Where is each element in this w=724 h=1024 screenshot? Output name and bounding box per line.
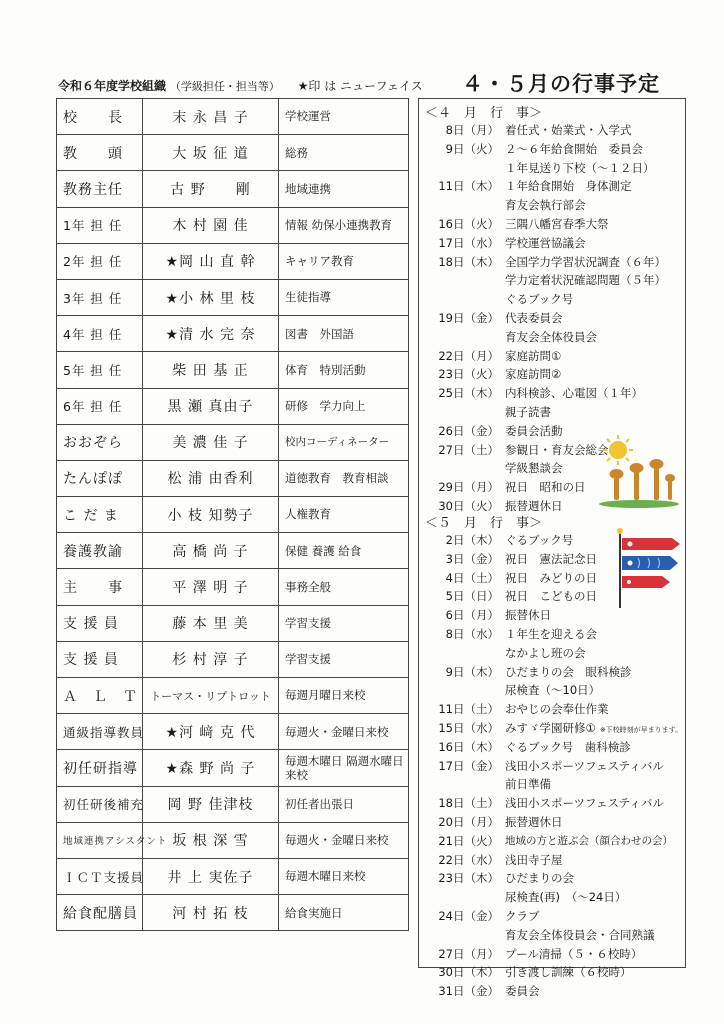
event-date [419, 888, 505, 907]
staff-table [56, 98, 409, 931]
event-text [505, 757, 687, 776]
event-date [419, 459, 505, 478]
staff-duty: 毎週月曜日来校 [279, 678, 409, 714]
event-date: 30日（火） [438, 498, 499, 513]
event-date: 22日（水） [438, 852, 499, 867]
event-date [419, 196, 505, 215]
mushroom-icon [610, 459, 676, 500]
event-date: 25日（木） [438, 386, 499, 401]
staff-duty: キャリア教育 [279, 243, 409, 279]
staff-row [57, 786, 409, 822]
event-date: 5日（日） [445, 589, 499, 604]
event-row [419, 290, 687, 309]
staff-duty: 道徳教育 教育相談 [279, 460, 409, 496]
event-label: 学力定着状況確認問題（５年） [505, 273, 666, 288]
event-text [505, 681, 687, 700]
staff-row [57, 171, 409, 207]
event-row [419, 719, 687, 738]
staff-table-body [57, 99, 409, 931]
staff-name: トーマス・リプトロット [143, 678, 279, 714]
staff-duty: 校内コーディネーター [279, 424, 409, 460]
event-text [505, 963, 687, 982]
event-row [419, 644, 687, 663]
staff-role: 初任研後補充 [57, 786, 143, 822]
event-label: 尿検査(再) （～24日） [505, 890, 627, 905]
event-label: 浅田小スポーツフェスティバル [505, 758, 664, 773]
event-text [505, 177, 687, 196]
event-text [505, 606, 687, 625]
event-text [505, 271, 687, 290]
event-text [505, 328, 687, 347]
koi-small-icon [622, 576, 670, 588]
event-label: 内科検診、心電図（１年） [505, 386, 643, 401]
staff-duty: 事務全般 [279, 569, 409, 605]
event-date [419, 159, 505, 178]
event-label: ひだまりの会 [505, 871, 574, 886]
event-row [419, 832, 687, 851]
staff-name: 古 野 剛 [143, 171, 279, 207]
staff-duty: 情報 幼保小連携教育 [279, 207, 409, 243]
event-date: 3日（金） [445, 551, 499, 566]
event-label: クラブ [505, 908, 540, 923]
staff-name: 藤 本 里 美 [143, 605, 279, 641]
event-row [419, 681, 687, 700]
staff-role: 主 事 [57, 569, 143, 605]
event-row [419, 700, 687, 719]
staff-row [57, 641, 409, 677]
event-row [419, 794, 687, 813]
event-text [505, 403, 687, 422]
staff-name: ★河 﨑 克 代 [143, 714, 279, 750]
org-title: 令和６年度学校組織 [58, 79, 167, 93]
staff-role: 教 頭 [57, 135, 143, 171]
event-label: 振替週休日 [505, 498, 563, 513]
staff-name: 岡 野 佳津枝 [143, 786, 279, 822]
staff-row [57, 207, 409, 243]
event-text [505, 121, 687, 140]
org-header [58, 77, 423, 94]
event-text [505, 196, 687, 215]
event-label: 浅田寺子屋 [505, 852, 563, 867]
event-row [419, 403, 687, 422]
event-label: 家庭訪問① [505, 348, 562, 363]
event-date: 26日（金） [438, 423, 499, 438]
event-label: 参観日・育友会総会 [505, 442, 609, 457]
event-text [505, 888, 687, 907]
org-note: （学級担任・担当等） [169, 80, 280, 93]
event-label: 前日準備 [505, 777, 551, 792]
staff-row [57, 569, 409, 605]
event-text [505, 253, 687, 272]
event-label: 委員会 [505, 984, 540, 999]
event-text [505, 309, 687, 328]
event-label: 親子読書 [505, 404, 551, 419]
event-label: ぐるブック号 [505, 533, 574, 547]
staff-role: 教務主任 [57, 171, 143, 207]
event-text [505, 775, 687, 794]
staff-row [57, 497, 409, 533]
event-label: なかよし班の会 [505, 645, 586, 660]
staff-name: 黒 瀬 真由子 [143, 388, 279, 424]
event-label: 振替週休日 [505, 814, 563, 829]
staff-name: 高 橋 尚 子 [143, 533, 279, 569]
event-date: 27日（月） [438, 946, 499, 961]
staff-role: 給食配膳員 [57, 895, 143, 931]
staff-row [57, 135, 409, 171]
event-text [505, 945, 687, 964]
staff-name: 井 上 実佐子 [143, 858, 279, 894]
event-label: 三隅八幡宮春季大祭 [505, 216, 609, 231]
staff-duty: 毎週木曜日 隔週水曜日来校 [279, 750, 409, 786]
staff-role: 2年 担 任 [57, 243, 143, 279]
staff-row [57, 316, 409, 352]
event-date: 29日（月） [438, 480, 499, 495]
staff-duty: 図書 外国語 [279, 316, 409, 352]
event-date: 24日（金） [438, 908, 499, 923]
staff-role: 通級指導教員 [57, 714, 143, 750]
event-label: １年生を迎える会 [505, 626, 597, 641]
event-date: 23日（火） [438, 367, 499, 382]
koi-blue-icon [622, 556, 678, 570]
staff-row [57, 822, 409, 858]
event-row [419, 253, 687, 272]
event-row [419, 851, 687, 870]
event-label: 委員会活動 [505, 423, 563, 438]
staff-role: こ だ ま [57, 497, 143, 533]
event-row [419, 159, 687, 178]
event-label: ぐるブック号 [505, 292, 574, 307]
event-label: 浅田小スポーツフェスティバル [505, 796, 664, 811]
staff-duty: 初任者出張日 [279, 786, 409, 822]
staff-role: おおぞら [57, 424, 143, 460]
event-row [419, 982, 687, 1001]
event-row [419, 271, 687, 290]
staff-name: 美 濃 佳 子 [143, 424, 279, 460]
event-row [419, 625, 687, 644]
event-row [419, 775, 687, 794]
event-date [419, 271, 505, 290]
event-label: 全国学力学習状況調査（６年） [505, 254, 666, 269]
event-row [419, 384, 687, 403]
event-row [419, 121, 687, 140]
event-label: １年見送り下校（～１２日） [505, 160, 655, 175]
staff-role: 地域連携アシスタント [57, 822, 143, 858]
staff-duty: 地域連携 [279, 171, 409, 207]
event-label: 育友会全体役員会・合同熟議 [505, 927, 655, 942]
event-text [505, 625, 687, 644]
event-text [505, 644, 687, 663]
staff-role: 支 援 員 [57, 641, 143, 677]
event-label: 振替休日 [505, 608, 551, 623]
event-row [419, 907, 687, 926]
staff-name: 大 坂 征 道 [143, 135, 279, 171]
event-date: 22日（月） [438, 348, 499, 363]
event-text [505, 365, 687, 384]
event-label: 育友会執行部会 [505, 198, 586, 213]
staff-row [57, 424, 409, 460]
may-title: ＜５ 月 行 事＞ [425, 516, 543, 531]
event-date: 31日（金） [438, 984, 499, 999]
staff-role: Ａ Ｌ Ｔ [57, 678, 143, 714]
staff-role: 5年 担 任 [57, 352, 143, 388]
event-label: ひだまりの会 眼科検診 [505, 664, 632, 679]
event-date: 9日（木） [445, 664, 499, 679]
staff-name: 杉 村 淳 子 [143, 641, 279, 677]
event-label: 祝日 昭和の日 [505, 480, 586, 495]
event-date: 30日（木） [438, 965, 499, 980]
event-row [419, 309, 687, 328]
staff-role: たんぽぽ [57, 460, 143, 496]
event-label: 祝日 みどりの日 [505, 570, 597, 585]
event-row [419, 738, 687, 757]
event-date: 17日（金） [438, 758, 499, 773]
event-date [419, 403, 505, 422]
staff-duty: 給食実施日 [279, 895, 409, 931]
event-row [419, 926, 687, 945]
event-note: ※下校時刻が早まります。 [599, 725, 683, 734]
event-label: 育友会全体役員会 [505, 329, 597, 344]
event-label: 地域の方と遊ぶ会（顔合わせの会） [505, 834, 673, 847]
staff-role: 初任研指導 [57, 750, 143, 786]
staff-duty: 体育 特別活動 [279, 352, 409, 388]
staff-row [57, 279, 409, 315]
event-text [505, 813, 687, 832]
staff-duty: 研修 学力向上 [279, 388, 409, 424]
event-date: 11日（木） [438, 179, 499, 194]
staff-row [57, 352, 409, 388]
event-label: プール清掃（５・６校時） [505, 946, 643, 961]
event-text [505, 347, 687, 366]
staff-name: 小 枝 知勢子 [143, 497, 279, 533]
staff-role: 校 長 [57, 99, 143, 135]
event-row [419, 215, 687, 234]
staff-row [57, 533, 409, 569]
april-title: ＜４ 月 行 事＞ [425, 106, 543, 121]
staff-duty: 毎週火・金曜日来校 [279, 822, 409, 858]
staff-row [57, 750, 409, 786]
event-date: 6日（月） [445, 608, 499, 623]
event-date [419, 681, 505, 700]
event-row [419, 140, 687, 159]
staff-row [57, 243, 409, 279]
event-date: 18日（土） [438, 796, 499, 811]
event-label: 祝日 憲法記念日 [505, 551, 597, 566]
event-text [505, 907, 687, 926]
staff-role: 養護教諭 [57, 533, 143, 569]
staff-role: 4年 担 任 [57, 316, 143, 352]
event-date: 23日（木） [438, 871, 499, 886]
event-date [419, 290, 505, 309]
staff-duty: 学習支援 [279, 641, 409, 677]
event-row [419, 347, 687, 366]
staff-row [57, 388, 409, 424]
staff-name: 末 永 昌 子 [143, 99, 279, 135]
star-note: ★印 は ニューフェイス [297, 79, 423, 93]
event-label: 尿検査（～10日） [505, 683, 601, 698]
event-text [505, 851, 687, 870]
event-text [505, 832, 687, 851]
staff-row [57, 858, 409, 894]
event-date: 19日（金） [438, 310, 499, 325]
staff-name: ★岡 山 直 幹 [143, 243, 279, 279]
staff-role: 3年 担 任 [57, 279, 143, 315]
event-date: 16日（木） [438, 739, 499, 754]
event-date: 16日（火） [438, 216, 499, 231]
staff-duty: 総務 [279, 135, 409, 171]
event-row [419, 328, 687, 347]
staff-duty: 学校運営 [279, 99, 409, 135]
staff-row [57, 895, 409, 931]
staff-role: 6年 担 任 [57, 388, 143, 424]
grass-icon [599, 500, 679, 508]
staff-name: 平 澤 明 子 [143, 569, 279, 605]
event-text [505, 215, 687, 234]
staff-name: 柴 田 基 正 [143, 352, 279, 388]
event-row [419, 963, 687, 982]
event-text [505, 140, 687, 159]
event-date [419, 328, 505, 347]
event-date: 11日（土） [438, 702, 499, 717]
event-date: 8日（月） [445, 123, 499, 137]
staff-duty: 毎週木曜日来校 [279, 858, 409, 894]
event-date: 17日（水） [438, 235, 499, 250]
staff-role: 1年 担 任 [57, 207, 143, 243]
event-label: おやじの会奉仕作業 [505, 702, 609, 717]
staff-row [57, 678, 409, 714]
event-text [505, 719, 687, 738]
staff-row [57, 605, 409, 641]
staff-row [57, 99, 409, 135]
event-label: 祝日 こどもの日 [505, 589, 597, 604]
event-text [505, 290, 687, 309]
staff-row [57, 460, 409, 496]
event-row [419, 663, 687, 682]
staff-name: 坂 根 深 雪 [143, 822, 279, 858]
event-date: 21日（火） [438, 833, 499, 848]
staff-duty: 毎週火・金曜日来校 [279, 714, 409, 750]
event-label: ぐるブック号 歯科検診 [505, 739, 631, 754]
event-text [505, 663, 687, 682]
event-row [419, 869, 687, 888]
event-label: 着任式・始業式・入学式 [505, 123, 632, 137]
event-label: 家庭訪問② [505, 367, 562, 382]
staff-row [57, 714, 409, 750]
staff-duty: 保健 養護 給食 [279, 533, 409, 569]
event-date: 27日（土） [438, 442, 499, 457]
sun-mushroom-illustration-icon [598, 434, 680, 508]
staff-name: 松 浦 由香利 [143, 460, 279, 496]
event-text [505, 384, 687, 403]
staff-name: ★森 野 尚 子 [143, 750, 279, 786]
staff-name: ★清 水 完 奈 [143, 316, 279, 352]
event-label: みすゞ学園研修① [505, 720, 596, 735]
staff-duty: 人権教育 [279, 497, 409, 533]
events-title: ４・５月の行事予定 [462, 72, 660, 96]
event-date: 2日（木） [445, 533, 499, 547]
event-text [505, 869, 687, 888]
event-text [505, 700, 687, 719]
event-date: 8日（水） [445, 626, 499, 641]
event-text [505, 159, 687, 178]
staff-role: ＩＣＴ支援員 [57, 858, 143, 894]
event-row [419, 196, 687, 215]
event-text [505, 234, 687, 253]
event-label: 引き渡し訓練（６校時） [505, 965, 632, 980]
event-text [505, 794, 687, 813]
event-row [419, 606, 687, 625]
event-label: 学校運営協議会 [505, 235, 586, 250]
event-date: 18日（木） [438, 254, 499, 269]
staff-name: 河 村 拓 枝 [143, 895, 279, 931]
staff-name: ★小 林 里 枝 [143, 279, 279, 315]
event-label: 代表委員会 [505, 310, 563, 325]
event-row [419, 757, 687, 776]
event-row [419, 945, 687, 964]
event-row [419, 177, 687, 196]
event-row [419, 234, 687, 253]
staff-duty: 学習支援 [279, 605, 409, 641]
koinobori-illustration-icon [616, 528, 682, 608]
staff-name: 木 村 園 佳 [143, 207, 279, 243]
event-text [505, 982, 687, 1001]
event-date [419, 644, 505, 663]
event-text [505, 738, 687, 757]
staff-duty: 生徒指導 [279, 279, 409, 315]
event-row [419, 888, 687, 907]
event-row [419, 365, 687, 384]
event-label: 学級懇談会 [505, 461, 563, 476]
sun-icon [603, 435, 633, 465]
event-date: 4日（土） [445, 570, 499, 585]
event-label: ２～６年給食開始 委員会 [505, 141, 643, 156]
koi-red-icon [622, 538, 680, 550]
event-date: 9日（火） [445, 141, 499, 156]
staff-role: 支 援 員 [57, 605, 143, 641]
event-date: 20日（月） [438, 814, 499, 829]
event-date [419, 775, 505, 794]
event-date: 15日（水） [438, 720, 499, 735]
event-label: １年給食開始 身体測定 [505, 179, 632, 194]
event-text [505, 926, 687, 945]
event-row [419, 813, 687, 832]
event-date [419, 926, 505, 945]
